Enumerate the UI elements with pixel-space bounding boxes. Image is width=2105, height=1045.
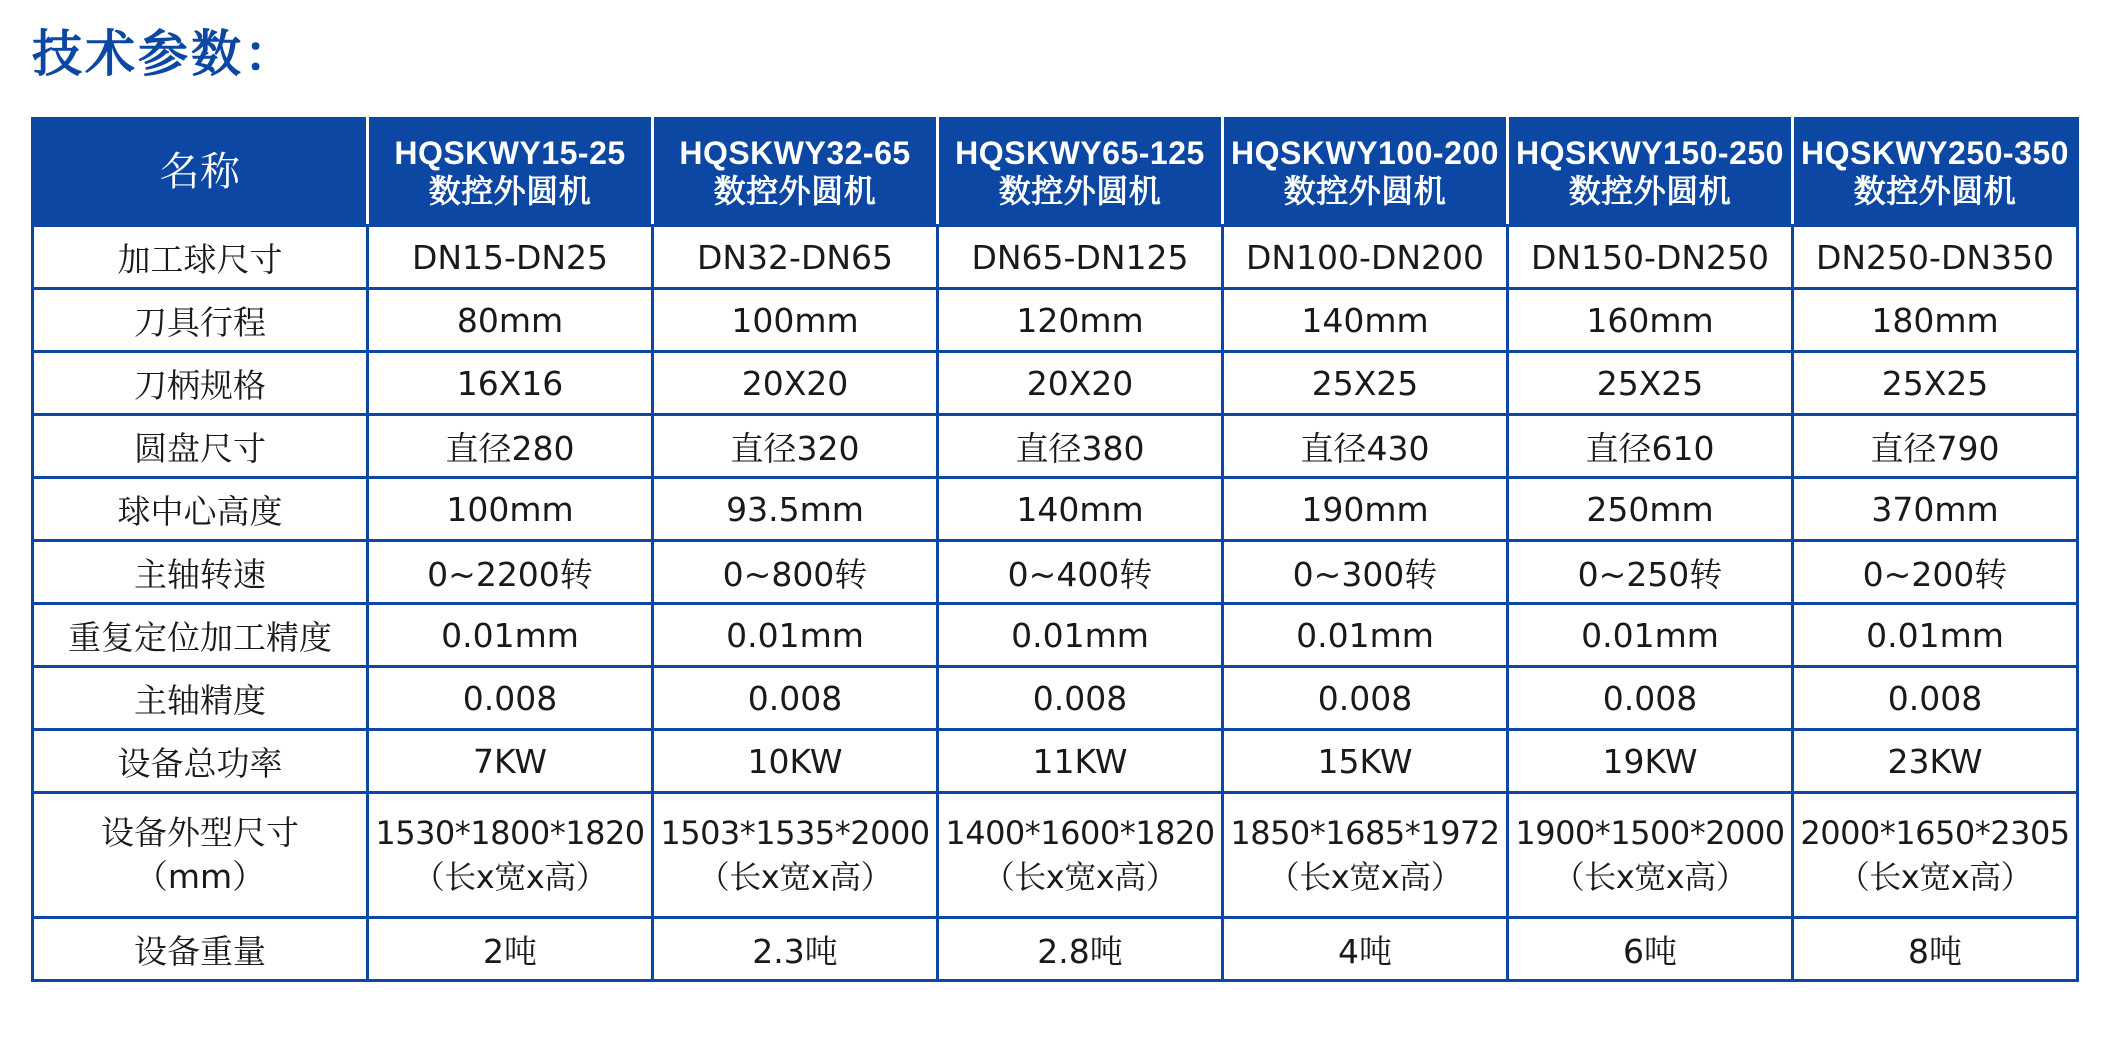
table-cell: 直径610 <box>1508 415 1793 478</box>
row-label-unit: （mm） <box>134 857 266 896</box>
row-label: 圆盘尺寸 <box>33 415 368 478</box>
table-cell: 10KW <box>653 730 938 793</box>
table-row <box>33 541 2078 604</box>
row-label: 加工球尺寸 <box>33 226 368 289</box>
table-row-dimensions <box>33 793 2078 918</box>
table-cell <box>1793 793 2078 918</box>
table-cell: 0.008 <box>368 667 653 730</box>
table-cell: 4吨 <box>1223 918 1508 981</box>
table-cell: 直径430 <box>1223 415 1508 478</box>
table-cell: 直径790 <box>1793 415 2078 478</box>
table-cell: 0.01mm <box>368 604 653 667</box>
table-row <box>33 352 2078 415</box>
table-row <box>33 730 2078 793</box>
table-row <box>33 604 2078 667</box>
table-cell: 140mm <box>1223 289 1508 352</box>
table-cell: 0~400转 <box>938 541 1223 604</box>
header-cell-model <box>1508 119 1793 226</box>
table-cell: 0.01mm <box>938 604 1223 667</box>
table-cell: 8吨 <box>1793 918 2078 981</box>
table-cell: 100mm <box>368 478 653 541</box>
table-cell: 93.5mm <box>653 478 938 541</box>
dimension-value: 1850*1685*1972 <box>1230 814 1500 852</box>
table-cell: 0.008 <box>1223 667 1508 730</box>
table-cell: 370mm <box>1793 478 2078 541</box>
model-code: HQSKWY15-25 <box>394 135 626 171</box>
table-cell: DN32-DN65 <box>653 226 938 289</box>
table-cell: 140mm <box>938 478 1223 541</box>
header-name-label: 名称 <box>159 150 241 194</box>
table-cell: 0.008 <box>653 667 938 730</box>
header-cell-model <box>1223 119 1508 226</box>
table-cell: 0~200转 <box>1793 541 2078 604</box>
header-cell-model <box>1793 119 2078 226</box>
table-cell: 120mm <box>938 289 1223 352</box>
table-cell: 2.3吨 <box>653 918 938 981</box>
table-cell: 20X20 <box>653 352 938 415</box>
table-cell: DN250-DN350 <box>1793 226 2078 289</box>
dimension-value: 2000*1650*2305 <box>1800 814 2070 852</box>
table-cell: 100mm <box>653 289 938 352</box>
table-cell: 160mm <box>1508 289 1793 352</box>
model-type: 数控外圆机 <box>1283 173 1447 209</box>
table-row <box>33 478 2078 541</box>
table-cell: 0.01mm <box>1793 604 2078 667</box>
row-label: 刀具行程 <box>33 289 368 352</box>
table-cell: 25X25 <box>1223 352 1508 415</box>
table-cell: 直径380 <box>938 415 1223 478</box>
model-type: 数控外圆机 <box>1853 173 2017 209</box>
table-cell: 0.01mm <box>1508 604 1793 667</box>
table-cell: 19KW <box>1508 730 1793 793</box>
header-cell-model <box>653 119 938 226</box>
table-cell: 0~800转 <box>653 541 938 604</box>
dimension-note: （长x宽x高） <box>1837 858 2033 896</box>
table-row <box>33 667 2078 730</box>
dimension-note: （长x宽x高） <box>982 858 1178 896</box>
table-cell: 0.008 <box>938 667 1223 730</box>
table-cell: 23KW <box>1793 730 2078 793</box>
row-label-line: 设备外型尺寸 <box>101 813 299 852</box>
table-cell: 11KW <box>938 730 1223 793</box>
table-row <box>33 289 2078 352</box>
row-label: 主轴精度 <box>33 667 368 730</box>
table-cell: 2吨 <box>368 918 653 981</box>
dimension-value: 1503*1535*2000 <box>660 814 930 852</box>
table-cell: 0.01mm <box>1223 604 1508 667</box>
table-cell: 16X16 <box>368 352 653 415</box>
table-cell <box>1508 793 1793 918</box>
table-cell: 190mm <box>1223 478 1508 541</box>
table-cell: 6吨 <box>1508 918 1793 981</box>
spec-table-header <box>33 119 2078 226</box>
dimension-value: 1900*1500*2000 <box>1515 814 1785 852</box>
row-label: 设备总功率 <box>33 730 368 793</box>
table-cell: 0.008 <box>1793 667 2078 730</box>
table-cell: 直径280 <box>368 415 653 478</box>
table-cell: 0.01mm <box>653 604 938 667</box>
dimension-value: 1530*1800*1820 <box>375 814 645 852</box>
row-label: 主轴转速 <box>33 541 368 604</box>
table-cell: 25X25 <box>1508 352 1793 415</box>
spec-table-body <box>33 226 2078 981</box>
model-code: HQSKWY65-125 <box>955 135 1205 171</box>
table-cell: 0~2200转 <box>368 541 653 604</box>
table-cell: 180mm <box>1793 289 2078 352</box>
table-cell <box>368 793 653 918</box>
row-label: 球中心高度 <box>33 478 368 541</box>
table-cell: 80mm <box>368 289 653 352</box>
dimension-note: （长x宽x高） <box>1552 858 1748 896</box>
row-label: 设备重量 <box>33 918 368 981</box>
table-cell: 20X20 <box>938 352 1223 415</box>
table-cell: DN150-DN250 <box>1508 226 1793 289</box>
model-code: HQSKWY250-350 <box>1801 135 2069 171</box>
header-cell-model <box>368 119 653 226</box>
model-type: 数控外圆机 <box>428 173 592 209</box>
header-cell-model <box>938 119 1223 226</box>
table-row <box>33 226 2078 289</box>
dimension-note: （长x宽x高） <box>412 858 608 896</box>
model-type: 数控外圆机 <box>713 173 877 209</box>
table-cell: 0~250转 <box>1508 541 1793 604</box>
table-cell: 直径320 <box>653 415 938 478</box>
dimension-note: （长x宽x高） <box>1267 858 1463 896</box>
model-type: 数控外圆机 <box>1568 173 1732 209</box>
table-cell: 15KW <box>1223 730 1508 793</box>
table-cell: 250mm <box>1508 478 1793 541</box>
spec-table <box>31 117 2079 982</box>
row-label: 刀柄规格 <box>33 352 368 415</box>
table-cell: 2.8吨 <box>938 918 1223 981</box>
table-row <box>33 415 2078 478</box>
header-cell-name <box>33 119 368 226</box>
table-cell: DN65-DN125 <box>938 226 1223 289</box>
table-row-weight <box>33 918 2078 981</box>
table-cell: 0.008 <box>1508 667 1793 730</box>
model-code: HQSKWY100-200 <box>1231 135 1499 171</box>
dimension-value: 1400*1600*1820 <box>945 814 1215 852</box>
page-title: 技术参数： <box>32 25 297 83</box>
table-cell: 7KW <box>368 730 653 793</box>
header-row <box>33 119 2078 226</box>
row-label: 重复定位加工精度 <box>33 604 368 667</box>
table-cell: 25X25 <box>1793 352 2078 415</box>
table-cell: 0~300转 <box>1223 541 1508 604</box>
row-label <box>33 793 368 918</box>
table-cell <box>1223 793 1508 918</box>
table-cell: DN15-DN25 <box>368 226 653 289</box>
table-cell <box>653 793 938 918</box>
table-cell: DN100-DN200 <box>1223 226 1508 289</box>
table-cell <box>938 793 1223 918</box>
model-code: HQSKWY150-250 <box>1516 135 1784 171</box>
model-code: HQSKWY32-65 <box>679 135 911 171</box>
model-type: 数控外圆机 <box>998 173 1162 209</box>
dimension-note: （长x宽x高） <box>697 858 893 896</box>
